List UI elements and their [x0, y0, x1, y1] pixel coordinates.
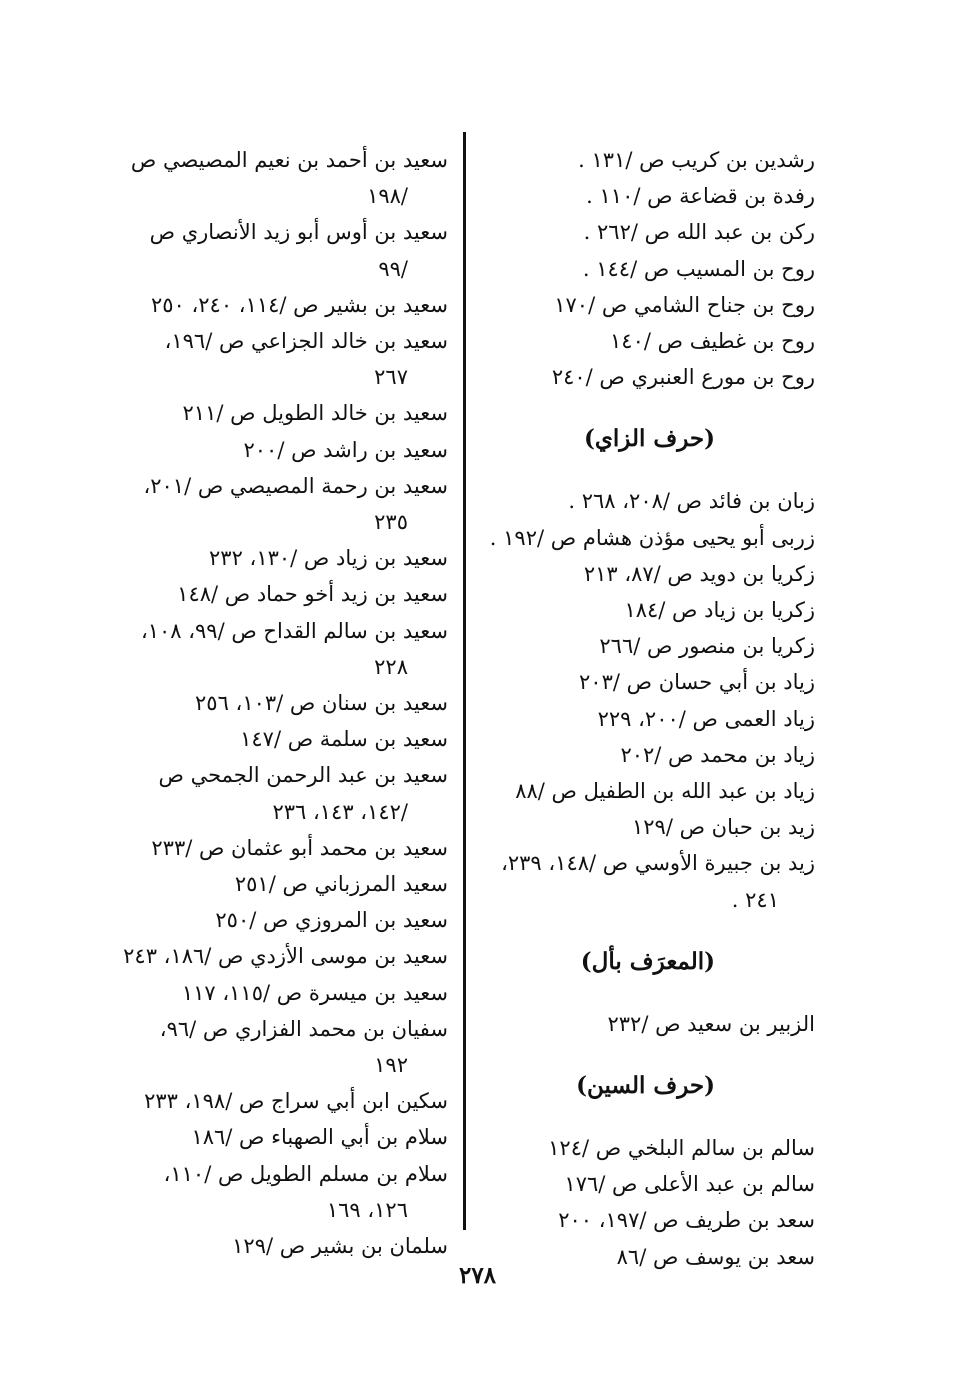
- index-entry: سالم بن عبد الأعلى ص /١٧٦: [564, 1172, 815, 1197]
- index-entry-continuation: /١٤٢، ١٤٣، ٢٣٦: [272, 799, 408, 824]
- index-entry: زكريا بن زياد ص /١٨٤: [624, 598, 815, 623]
- index-entry: سعيد بن سلمة ص /١٤٧: [240, 727, 448, 752]
- index-entry: سلام بن مسلم الطويل ص /١١٠،: [163, 1161, 448, 1186]
- index-entry: سعيد بن سنان ص /١٠٣، ٢٥٦: [195, 691, 448, 716]
- index-entry: سعيد بن سالم القداح ص /٩٩، ١٠٨،: [140, 618, 448, 643]
- index-entry: سعيد المرزباني ص /٢٥١: [234, 872, 448, 897]
- index-entry: سعيد بن خالد الجزاعي ص /١٩٦،: [164, 329, 448, 354]
- index-entry: سعيد بن زيد أخو حماد ص /١٤٨: [177, 582, 448, 607]
- index-entry: سالم بن سالم البلخي ص /١٢٤: [548, 1136, 815, 1161]
- index-entry: سعيد بن رحمة المصيصي ص /٢٠١،: [143, 473, 448, 498]
- index-entry: سلام بن أبي الصهباء ص /١٨٦: [191, 1125, 448, 1150]
- index-entry: روح بن جناح الشامي ص /١٧٠: [554, 292, 815, 317]
- column-divider: [463, 132, 466, 1230]
- index-entry: زياد العمى ص /٢٠٠، ٢٢٩: [597, 706, 815, 731]
- index-entry: سعد بن يوسف ص /٨٦: [616, 1244, 815, 1269]
- index-entry: زكريا بن دويد ص /٨٧، ٢١٣: [583, 561, 815, 586]
- page-number: ٢٧٨: [458, 1262, 497, 1289]
- left-column: [118, 142, 448, 1264]
- seen-entries: [455, 1130, 815, 1275]
- index-entry-continuation: ٢٦٧: [374, 365, 408, 390]
- index-entry: سعيد بن ميسرة ص /١١٥، ١١٧: [181, 980, 448, 1005]
- raa-entries: [455, 142, 815, 395]
- section-heading-zay: (حرف الزاي): [583, 425, 715, 453]
- index-entry: سعيد بن بشير ص /١١٤، ٢٤٠، ٢٥٠: [150, 292, 448, 317]
- index-entry: زياد بن أبي حسان ص /٢٠٣: [579, 670, 815, 695]
- index-entry: سعد بن طريف ص /١٩٧، ٢٠٠: [558, 1208, 815, 1233]
- index-entry: سكين ابن أبي سراج ص /١٩٨، ٢٣٣: [144, 1089, 448, 1114]
- index-entry: سعيد بن موسى الأزدي ص /١٨٦، ٢٤٣: [123, 944, 448, 969]
- index-entry: رشدين بن كريب ص /١٣١ .: [578, 148, 815, 172]
- zay-entries: [455, 483, 815, 917]
- index-entry: زكريا بن منصور ص /٢٦٦: [599, 634, 815, 659]
- index-entry: زيد بن جبيرة الأوسي ص /١٤٨، ٢٣٩،: [501, 851, 815, 876]
- index-entry-continuation: /١٩٨: [367, 184, 408, 209]
- index-entry: زياد بن عبد الله بن الطفيل ص /٨٨: [515, 779, 815, 804]
- index-entry: سعيد بن أوس أبو زيد الأنصاري ص: [149, 220, 448, 245]
- index-entry: سعيد بن خالد الطويل ص /٢١١: [182, 401, 448, 426]
- index-entry: زياد بن محمد ص /٢٠٢: [620, 742, 815, 767]
- index-entry: زيد بن حبان ص /١٢٩: [632, 815, 815, 840]
- index-entry: سعيد بن أحمد بن نعيم المصيصي ص: [130, 148, 448, 172]
- index-entry: زبان بن فائد ص /٢٠٨، ٢٦٨ .: [568, 489, 815, 514]
- index-entry: روح بن مورع العنبري ص /٢٤٠: [551, 365, 815, 390]
- index-entry-continuation: ٢٤١ .: [731, 887, 779, 912]
- index-entry: سفيان بن محمد الفزاري ص /٩٦،: [159, 1016, 448, 1041]
- index-entry: سعيد بن محمد أبو عثمان ص /٢٣٣: [151, 835, 448, 860]
- index-entry-continuation: ١٢٦، ١٦٩: [326, 1197, 408, 1222]
- index-entry: الزبير بن سعيد ص /٢٣٢: [607, 1011, 815, 1036]
- index-entry: روح بن غطيف ص /١٤٠: [610, 329, 815, 354]
- right-column: [455, 142, 815, 1275]
- index-entry-continuation: /٩٩: [378, 256, 408, 281]
- index-entry-continuation: ٢٢٨: [374, 654, 408, 679]
- section-heading-al: (المعرَف بأل): [580, 947, 715, 975]
- index-entry-continuation: ٢٣٥: [374, 510, 408, 535]
- index-entry: ركن بن عبد الله ص /٢٦٢ .: [583, 220, 815, 245]
- index-entry: رفدة بن قضاعة ص /١١٠ .: [586, 184, 815, 209]
- index-entry: سعيد بن زياد ص /١٣٠، ٢٣٢: [209, 546, 448, 571]
- index-entry: سعيد بن المروزي ص /٢٥٠: [215, 908, 448, 933]
- index-entry: سلمان بن بشير ص /١٢٩: [232, 1234, 448, 1259]
- al-entries: [455, 1006, 815, 1042]
- index-entry: زربى أبو يحيى مؤذن هشام ص /١٩٢ .: [489, 525, 815, 550]
- index-entry: روح بن المسيب ص /١٤٤ .: [582, 256, 815, 281]
- index-entry: سعيد بن راشد ص /٢٠٠: [243, 437, 448, 462]
- section-heading-seen: (حرف السين): [576, 1072, 715, 1100]
- index-entry-continuation: ١٩٢: [374, 1053, 408, 1078]
- index-entry: سعيد بن عبد الرحمن الجمحي ص: [158, 763, 448, 788]
